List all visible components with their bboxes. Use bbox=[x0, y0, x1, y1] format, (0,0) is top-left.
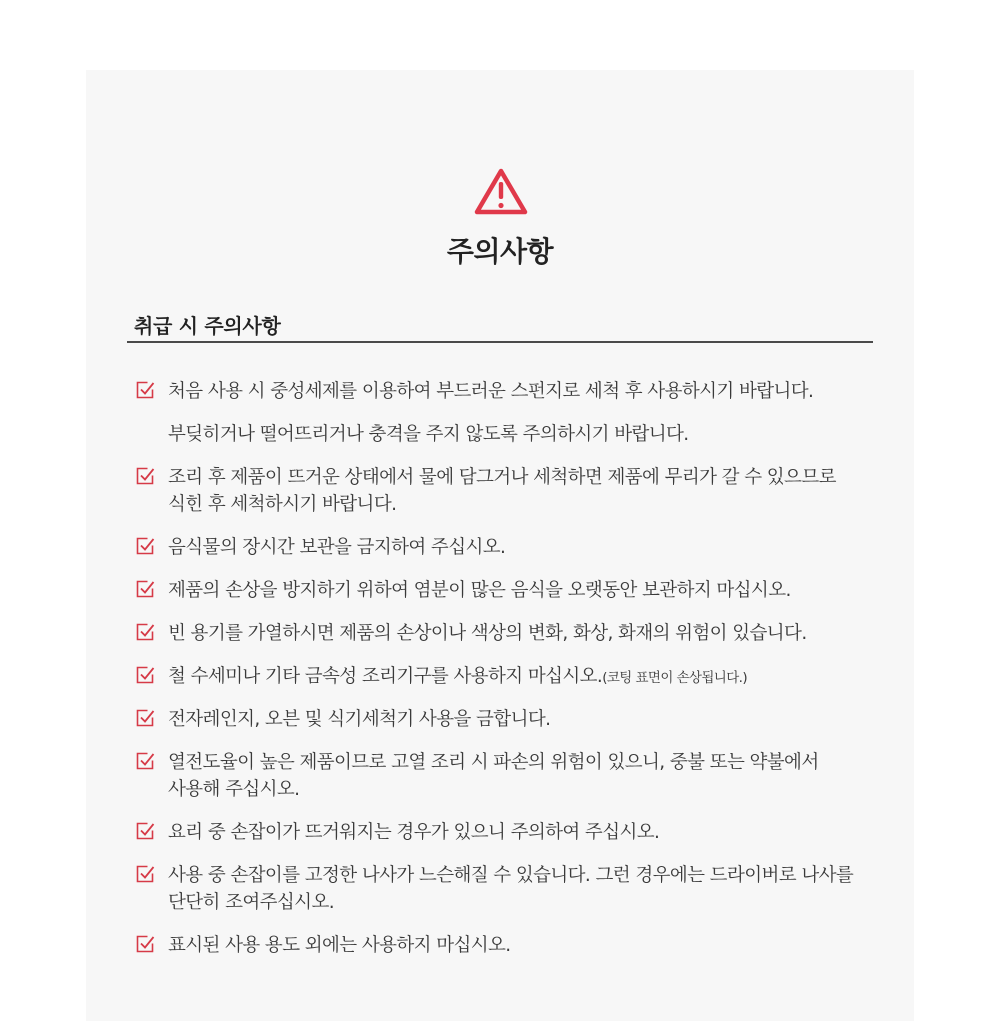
item-text: 빈 용기를 가열하시면 제품의 손상이나 색상의 변화, 화상, 화재의 위험이 있습니다. bbox=[168, 623, 807, 644]
checkbox-icon bbox=[136, 821, 156, 841]
checkbox-icon bbox=[136, 708, 156, 728]
checkbox-icon bbox=[136, 579, 156, 599]
item-text: 요리 중 손잡이가 뜨거워지는 경우가 있으니 주의하여 주십시오. bbox=[168, 822, 660, 843]
item-text: 부딪히거나 떨어뜨리거나 충격을 주지 않도록 주의하시기 바랍니다. bbox=[168, 424, 689, 445]
item-text: 철 수세미나 기타 금속성 조리기구를 사용하지 마십시오.(코팅 표면이 손상됩니다.) bbox=[168, 666, 748, 687]
checkbox-icon bbox=[136, 622, 156, 642]
item-text: 음식물의 장시간 보관을 금지하여 주십시오. bbox=[168, 537, 506, 558]
checkbox-icon bbox=[136, 751, 156, 771]
item-text: 열전도율이 높은 제품이므로 고열 조리 시 파손의 위험이 있으니, 중불 또는 약불에서 사용해 주십시오. bbox=[168, 752, 819, 800]
page-title: 주의사항 bbox=[446, 235, 554, 268]
item-text: 처음 사용 시 중성세제를 이용하여 부드러운 스펀지로 세척 후 사용하시기 바랍니다. bbox=[168, 381, 814, 402]
checkbox-icon bbox=[136, 864, 156, 884]
checkbox-icon bbox=[136, 380, 156, 400]
checkbox-icon bbox=[136, 466, 156, 486]
item-text: 표시된 사용 용도 외에는 사용하지 마십시오. bbox=[168, 935, 511, 956]
checkbox-icon bbox=[136, 665, 156, 685]
item-note: (코팅 표면이 손상됩니다.) bbox=[602, 670, 748, 686]
item-text: 전자레인지, 오븐 및 식기세척기 사용을 금합니다. bbox=[168, 709, 551, 730]
checkbox-icon bbox=[136, 536, 156, 556]
item-text: 사용 중 손잡이를 고정한 나사가 느슨해질 수 있습니다. 그런 경우에는 드라이버로 나사를 단단히 조여주십시오. bbox=[168, 865, 854, 913]
checkbox-icon bbox=[136, 934, 156, 954]
section-divider bbox=[127, 341, 873, 343]
item-text: 제품의 손상을 방지하기 위하여 염분이 많은 음식을 오랫동안 보관하지 마십시오. bbox=[168, 580, 791, 601]
section-title: 취급 시 주의사항 bbox=[134, 314, 281, 338]
item-text: 조리 후 제품이 뜨거운 상태에서 물에 담그거나 세척하면 제품에 무리가 갈 수 있으므로 식힌 후 세척하시기 바랍니다. bbox=[168, 467, 836, 515]
warning-triangle-icon bbox=[473, 167, 529, 217]
